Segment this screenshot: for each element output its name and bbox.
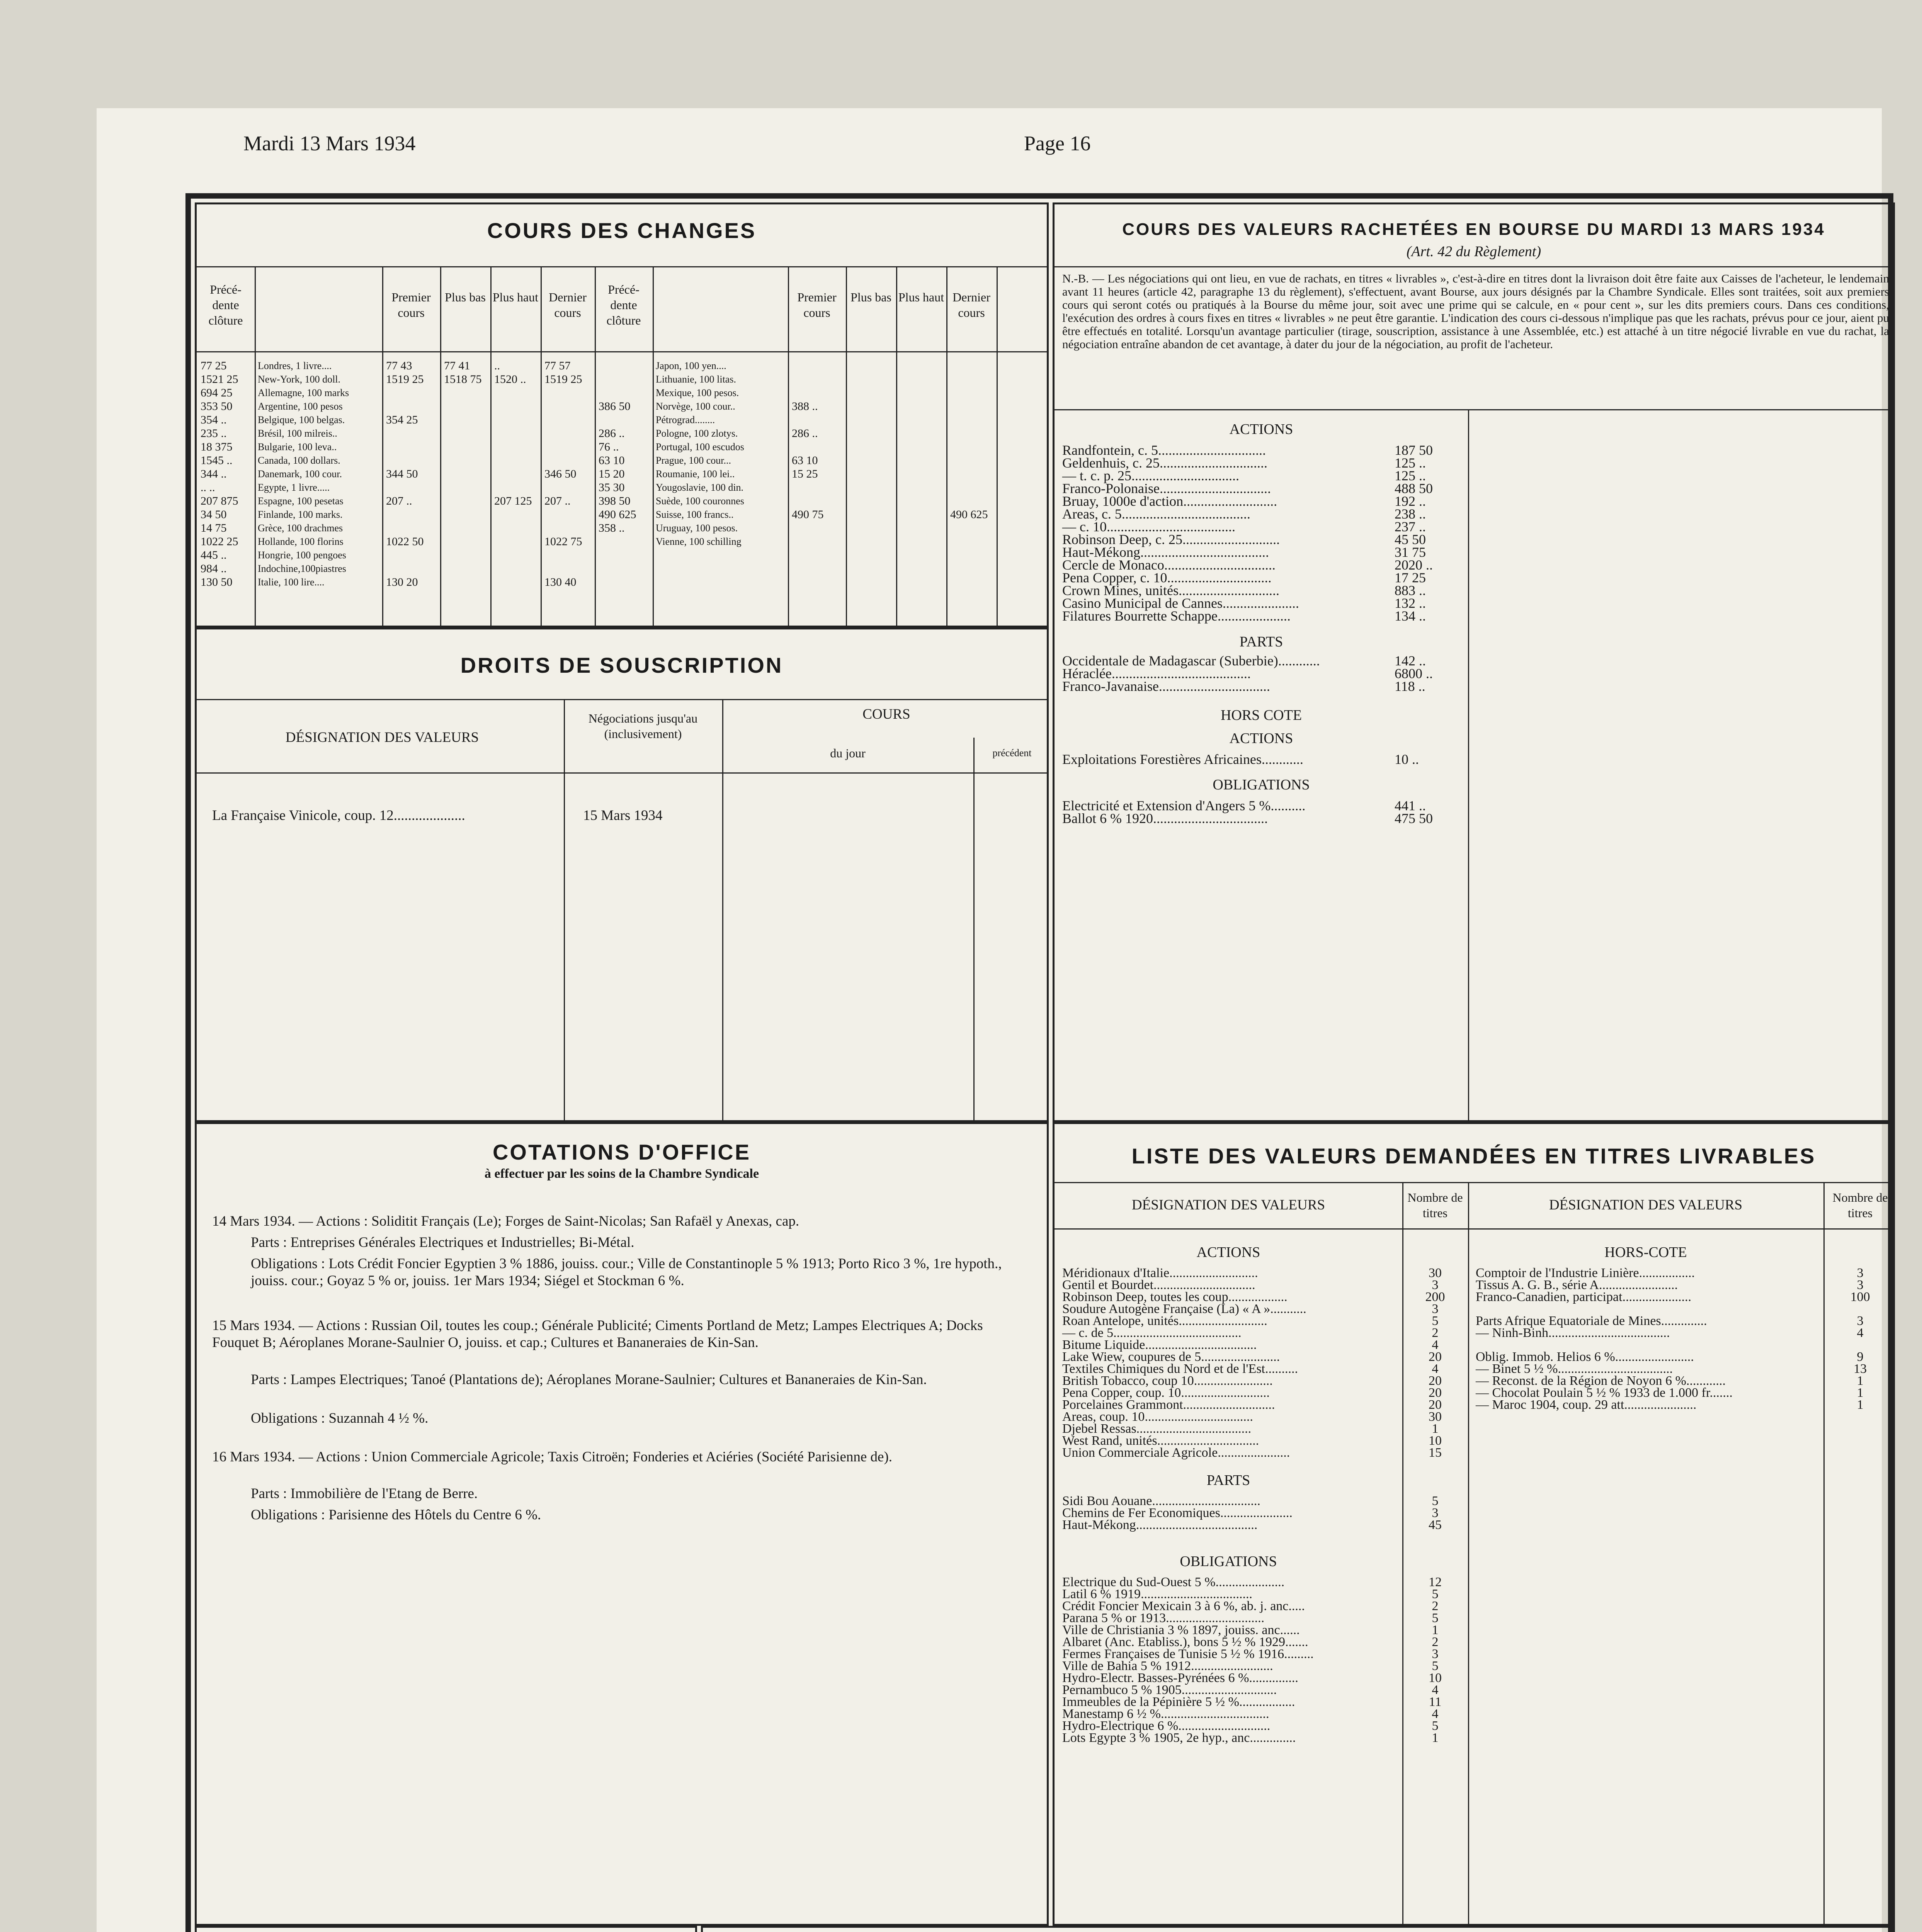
office-p8: Parts : Immobilière de l'Etang de Berre. <box>251 1486 478 1502</box>
changes-last-2: 490 625 <box>950 508 988 521</box>
changes-prev-2: 386 50 286 .. 76 .. 63 10 15 20 35 30 398 50 490 625 358 .. <box>599 400 636 534</box>
souscription-h-designation: DÉSIGNATION DES VALEURS <box>285 730 479 745</box>
liste-parts-names: Sidi Bou Aouane................................. Chemins de Fer Economiques...................... Haut-Mékong..................................... <box>1062 1494 1293 1532</box>
liste-oblig-vals: 12 5 2 5 1 2 3 5 10 4 11 4 5 1 <box>1429 1575 1442 1745</box>
col-premier: Premier cours <box>391 290 431 320</box>
office-title: COTATIONS D'OFFICE <box>492 1140 751 1164</box>
liste-hc-vals: 3 3 100 3 4 9 13 1 1 1 <box>1850 1266 1870 1412</box>
liste-h-designation: DÉSIGNATION DES VALEURS <box>1131 1197 1325 1213</box>
changes-names: Londres, 1 livre.... New-York, 100 doll. Allemagne, 100 marks Argentine, 100 pesos Belgique, 100 belgas. Brésil, 100 milreis.. Bulgarie, 100 leva.. Canada, 100 dollars. Danemark, 100 cour. Egypte, 1 livre..... Espagne, 100 pesetas Finlande, 100 marks. Grèce, 100 drachmes Hollande, 100 florins Hongrie, 100 pengoes Indochine,100piastres Italie, 100 lire.... <box>258 360 349 588</box>
souscription-h-cours: COURS <box>862 706 910 722</box>
souscription-row-date: 15 Mars 1934 <box>583 808 663 823</box>
col-dernier-2: Dernier cours <box>952 290 990 320</box>
rachetees-actions-vals: 187 50 125 .. 125 .. 488 50 192 .. 238 .. 237 .. 45 50 31 75 2020 .. 17 25 883 .. 132 .. 134 .. <box>1395 442 1433 624</box>
page-date: Mardi 13 Mars 1934 <box>243 132 416 155</box>
changes-last: 77 57 1519 25 346 50 207 .. 1022 75 130 40 <box>544 359 582 588</box>
office-p5: Parts : Lampes Electriques; Tanoé (Plantations de); Aéroplanes Morane-Saulnier; Cultures et Bananeraies de Kin-San. <box>251 1372 927 1388</box>
liste-h-nombre: Nombre de titres <box>1407 1190 1463 1220</box>
liste-title: LISTE DES VALEURS DEMANDÉES EN TITRES LIVRABLES <box>1131 1144 1816 1168</box>
col-plus-bas-2: Plus bas <box>850 290 891 304</box>
liste-h-nombre-2: Nombre de titres <box>1832 1190 1888 1220</box>
newspaper-page <box>97 108 1889 1932</box>
rachetees-subtitle: (Art. 42 du Règlement) <box>1406 243 1541 260</box>
col-precedente-2: Précé- dente clôture <box>606 282 641 327</box>
changes-title: COURS DES CHANGES <box>487 218 757 243</box>
main-frame <box>185 193 1893 1932</box>
changes-low: 77 41 1518 75 <box>444 359 482 386</box>
liste-hc-names: Comptoir de l'Industrie Linière................. Tissus A. G. B., série A........................ Franco-Canadien, participat..................... Parts Afrique Equatoriale de Mines.............. — Ninh-Binh..................................... Oblig. Immob. Helios 6 %........................ — Binet 5 ½ %................................... — Reconst. de la Région de Noyon 6 %............ — Chocolat Poulain 5 ½ % 1933 de 1.000 fr....... — Maroc 1904, coup. 29 att...................... <box>1476 1266 1733 1412</box>
office-p6: Obligations : Suzannah 4 ½ %. <box>251 1410 429 1426</box>
liste-parts-vals: 5 3 45 <box>1429 1494 1442 1532</box>
liste-oblig-names: Electrique du Sud-Ouest 5 %..................... Latil 6 % 1919.................................. Crédit Foncier Mexicain 3 à 6 %, ab. j. anc..... Parana 5 % or 1913.............................. Ville de Christiania 3 % 1897, jouiss. anc...... Albaret (Anc. Etabliss.), bons 5 ½ % 1929....... Fermes Françaises de Tunisie 5 ½ % 1916......... Ville de Bahia 5 % 1912......................... Hydro-Electr. Basses-Pyrénées 6 %............... Pernambuco 5 % 1905............................. Immeubles de la Pépinière 5 ½ %................. Manestamp 6 ½ %................................. Hydro-Electrique 6 %............................ Lots Egypte 3 % 1905, 2e hyp., anc.............. <box>1062 1575 1314 1745</box>
col-plus-haut: Plus haut <box>492 290 539 304</box>
rappels-de-cours <box>195 1926 697 1932</box>
changes-first-2: 388 .. 286 .. 63 10 15 25 490 75 <box>792 400 824 521</box>
liste-actions-h: ACTIONS <box>1196 1244 1260 1260</box>
liste-valeurs-demandees <box>1053 1122 1895 1926</box>
changes-names-2: Japon, 100 yen.... Lithuanie, 100 litas. Mexique, 100 pesos. Norvège, 100 cour.. Pétrograd........ Pologne, 100 zlotys. Portugal, 100 escudos Prague, 100 cour... Roumanie, 100 lei.. Yougoslavie, 100 din. Suède, 100 couronnes Suisse, 100 francs.. Uruguay, 100 pesos. Vienne, 100 schilling <box>656 360 744 547</box>
rachetees-hors-names: Exploitations Forestières Africaines............ <box>1062 752 1303 767</box>
cotations-office <box>195 1122 1049 1926</box>
changes-prev: 77 25 1521 25 694 25 353 50 354 .. 235 .. 18 375 1545 .. 344 .. .. .. 207 875 34 50 14 75 1022 25 445 .. 984 .. 130 50 <box>201 359 238 588</box>
rachetees-title: COURS DES VALEURS RACHETÉES EN BOURSE DU MARDI 13 MARS 1934 <box>1122 220 1825 239</box>
valeurs-rachetees <box>1053 202 1895 1122</box>
office-p1: 14 Mars 1934. — Actions : Soliditit Français (Le); Forges de Saint-Nicolas; San Rafaël y Anexas, cap. <box>212 1213 799 1229</box>
rachetees-parts-names: Occidentale de Madagascar (Suberbie)............ Héraclée........................................ Franco-Javanaise................................ <box>1062 653 1320 694</box>
col-precedente: Précé- dente clôture <box>208 282 243 327</box>
souscription-h-negociations: Négociations jusqu'au (inclusivement) <box>588 711 698 741</box>
rachetees-note: N.-B. — Les négociations qui ont lieu, en vue de rachats, en titres « livrables », c'est-à-dire en titres dont la livraison doit être faite aux Caisses de l'acheteur, le lendemain avant 11 heures (article 42, paragraphe 13 du règlement), s'effectuent, avant Bourse, aux jours désignés par la Chambre Syndicale. Elles sont traitées, soit aux premiers cours qui seront cotés ou pratiqués à la Bourse du même jour, soit avec une prime qui se calcule, en « pour cent », sur les dits premiers cours. Dans ces conditions, l'exécution des ordres à cours fixes en titres « livrables » ne peut être garantie. L'indication des cours ci-dessous n'implique pas que les rachats, prévus pour ce jour, aient pu être effectués en totalité. Lorsqu'un avantage particulier (tirage, souscription, assistance à une Assemblée, etc.) est attaché à un titre négocié livrable en vue du rachat, la négociation entraîne abandon de cet avantage, à dater du jour de la négociation, au profit de l'acheteur. <box>1062 272 1889 351</box>
rachetees-hors-h: HORS COTE <box>1220 707 1302 723</box>
changes-high: .. 1520 .. 207 125 <box>494 359 532 507</box>
changes-first: 77 43 1519 25 354 25 344 50 207 .. 1022 50 130 20 <box>386 359 424 588</box>
rachetees-actions-names: Randfontein, c. 5............................... Geldenhuis, c. 25............................... — t. c. p. 25............................... Franco-Polonaise................................ Bruay, 1000e d'action........................... Areas, c. 5..................................... — c. 10..................................... Robinson Deep, c. 25............................ Haut-Mékong..................................... Cercle de Monaco................................ Pena Copper, c. 10.............................. Crown Mines, unités............................. Casino Municipal de Cannes...................... Filatures Bourrette Schappe..................... <box>1062 442 1299 624</box>
souscription-h-precedent: précédent <box>992 747 1032 759</box>
col-plus-haut-2: Plus haut <box>898 290 944 304</box>
office-p3: Obligations : Lots Crédit Foncier Egyptien 3 % 1886, jouiss. cour.; Ville de Constantinople 5 % 1913; Porto Rico 3 %, 1re hypoth., jouiss. cour.; Goyaz 5 % or, jouiss. 1er Mars 1934; Siégel et Stockman 6 %. <box>251 1256 1002 1289</box>
souscription-h-jour: du jour <box>830 746 866 760</box>
col-premier-2: Premier cours <box>797 290 837 320</box>
cours-des-changes <box>195 202 1049 628</box>
office-p9: Obligations : Parisienne des Hôtels du Centre 6 %. <box>251 1507 541 1523</box>
liste-actions-vals: 30 3 200 3 5 2 4 20 4 20 20 20 30 1 10 15 <box>1425 1266 1445 1460</box>
rachetees-oblig-vals: 441 .. 475 50 <box>1395 798 1433 826</box>
liste-actions-names: Méridionaux d'Italie........................... Gentil et Bourdet............................... Robinson Deep, toutes les coup.................. Soudure Autogène Française (La) « A »........... Roan Antelope, unités........................... — c. de 5....................................... Bitume Liquide.................................. Lake Wiew, coupures de 5........................ Textiles Chimiques du Nord et de l'Est.......... British Tobacco, coup 10........................ Pena Copper, coup. 10........................... Porcelaines Grammont............................ Areas, coup. 10................................. Djebel Ressas................................... West Rand, unités............................... Union Commerciale Agricole...................... <box>1062 1266 1306 1460</box>
office-p7: 16 Mars 1934. — Actions : Union Commerciale Agricole; Taxis Citroën; Fonderies et Aciéries (Société Parisienne de). <box>212 1449 893 1465</box>
liste-hc-h: HORS-COTE <box>1604 1244 1687 1260</box>
souscription-title: DROITS DE SOUSCRIPTION <box>460 653 783 677</box>
liste-parts-h: PARTS <box>1206 1472 1250 1488</box>
liste-oblig-h: OBLIGATIONS <box>1180 1553 1277 1570</box>
rachetees-oblig-h: OBLIGATIONS <box>1213 777 1310 793</box>
rachetees-oblig-names: Electricité et Extension d'Angers 5 %.......... Ballot 6 % 1920................................. <box>1062 798 1306 826</box>
page-number: Page 16 <box>1024 132 1091 155</box>
droits-souscription <box>195 628 1049 1122</box>
rachetees-hors-vals: 10 .. <box>1395 752 1419 767</box>
liste-h-designation-2: DÉSIGNATION DES VALEURS <box>1549 1197 1743 1213</box>
souscription-row-name: La Française Vinicole, coup. 12.................... <box>212 808 465 823</box>
rachetees-parts-vals: 142 .. 6800 .. 118 .. <box>1395 653 1433 694</box>
office-subtitle: à effectuer par les soins de la Chambre Syndicale <box>484 1167 759 1181</box>
rachetees-actions-h: ACTIONS <box>1229 421 1293 437</box>
rachetees-parts-h: PARTS <box>1239 634 1283 650</box>
office-p4: 15 Mars 1934. — Actions : Russian Oil, toutes les coup.; Générale Publicité; Ciments Portland de Metz; Lampes Electriques A; Docks Fouquet B; Aéroplanes Morane-Saulnier O, jouiss. et cap.; Cultures et Bananeraies de Kin-San. <box>212 1318 983 1350</box>
col-plus-bas: Plus bas <box>445 290 486 304</box>
rachetees-hors-actions-h: ACTIONS <box>1229 730 1293 747</box>
col-dernier: Dernier cours <box>549 290 587 320</box>
valeurs-demandees-offertes <box>701 1926 1895 1932</box>
office-p2: Parts : Entreprises Générales Electriques et Industrielles; Bi-Métal. <box>251 1235 634 1250</box>
